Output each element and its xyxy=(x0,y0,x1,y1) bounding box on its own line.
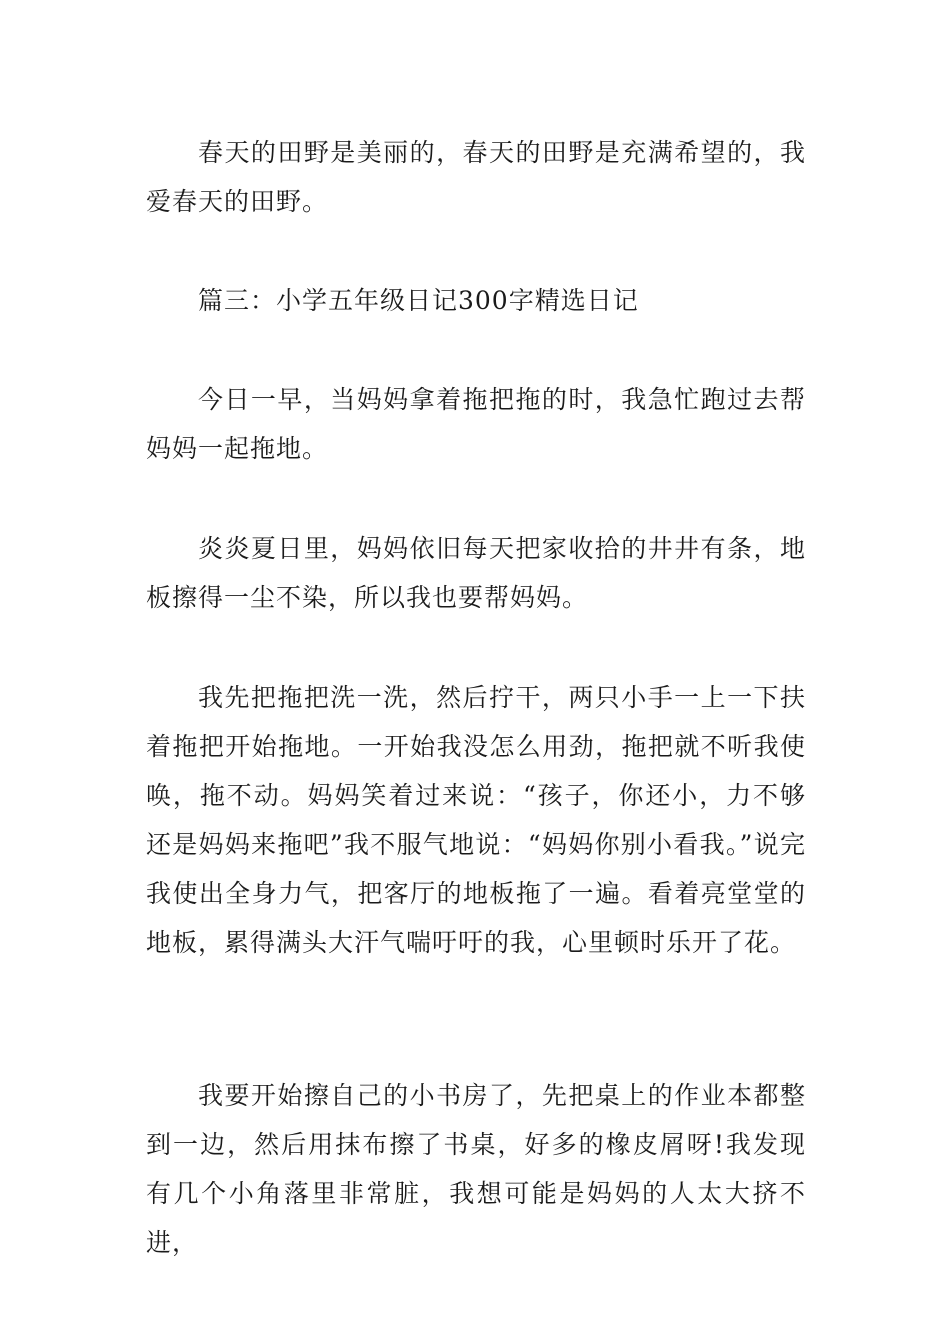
paragraph-spring-fields: 春天的田野是美丽的，春天的田野是充满希望的，我爱春天的田野。 xyxy=(146,138,806,216)
paragraph-morning-mopping: 今日一早，当妈妈拿着拖把拖的时，我急忙跑过去帮妈妈一起拖地。 xyxy=(146,385,806,463)
section-heading: 篇三：小学五年级日记300字精选日记 xyxy=(198,286,639,315)
paragraph-study-room: 我要开始擦自己的小书房了，先把桌上的作业本都整到一边，然后用抹布擦了书桌，好多的橡皮屑呀!我发现有几个小角落里非常脏，我想可能是妈妈的人太大挤不进， xyxy=(146,1081,806,1257)
paragraph-summer-cleaning: 炎炎夏日里，妈妈依旧每天把家收拾的井井有条，地板擦得一尘不染，所以我也要帮妈妈。 xyxy=(146,534,806,612)
paragraph-mopping-story: 我先把拖把洗一洗，然后拧干，两只小手一上一下扶着拖把开始拖地。一开始我没怎么用劲，拖把就不听我使唤，拖不动。妈妈笑着过来说：“孩子，你还小，力不够还是妈妈来拖吧”我不服气地说：“妈妈你别小看我。”说完我使出全身力气，把客厅的地板拖了一遍。看着亮堂堂的地板，累得满头大汗气喘吁吁的我，心里顿时乐开了花。 xyxy=(146,683,806,957)
